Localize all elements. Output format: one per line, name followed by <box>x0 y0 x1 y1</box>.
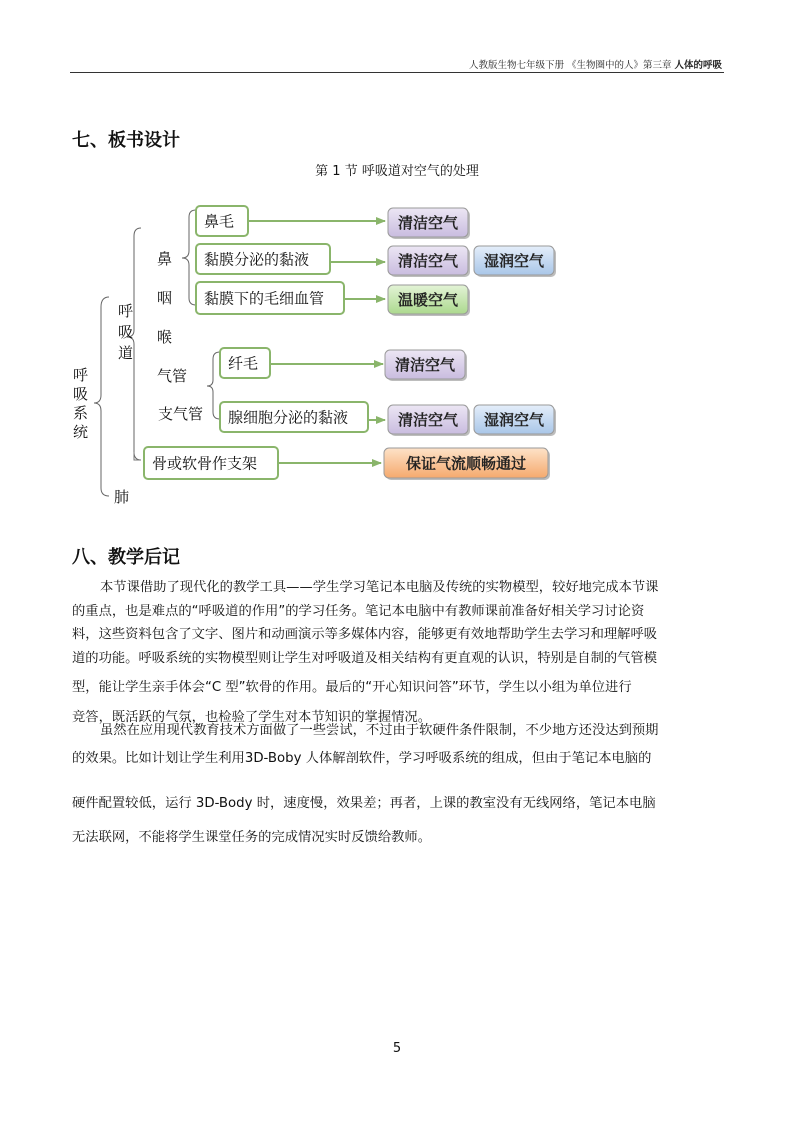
structure-box-gland-mucus <box>220 402 368 432</box>
afterword-paragraph-1 <box>72 576 724 729</box>
label-respiratory-system: 呼吸系统 <box>73 366 89 441</box>
diagram-title: 第 1 节 呼吸道对空气的处理 <box>315 164 479 179</box>
function-clean-air-3-label: 清洁空气 <box>394 356 456 374</box>
structure-box-cilia <box>220 348 270 378</box>
label-trachea: 气管 <box>157 367 188 385</box>
label-bronchi: 支气管 <box>158 405 204 423</box>
structure-label-capillaries: 黏膜下的毛细血管 <box>204 289 325 308</box>
label-larynx: 喉 <box>157 328 173 346</box>
page-number: 5 <box>392 1041 402 1056</box>
p1-line-3: 料，这些资料包含了文字、图片和动画演示等多媒体内容，能够更有效地帮助学生去学习和理解呼吸 <box>72 627 658 642</box>
function-clean-air-3 <box>385 350 467 381</box>
p1-line-4: 道的功能。呼吸系统的实物模型则让学生对呼吸道及相关结构有更直观的认识，特别是自制的气管模 <box>72 650 658 666</box>
p1-line-5: 型，能让学生亲手体会“C 型”软骨的作用。最后的“开心知识问答”环节，学生以小组为单位进行 <box>72 680 632 695</box>
p1-line-2: 的重点，也是难点的“呼吸道的作用”的学习任务。笔记本电脑中有教师课前准备好相关学习讨论资 <box>72 603 645 619</box>
trachea-brace <box>207 352 220 419</box>
function-clean-air-1 <box>388 208 470 239</box>
structure-box-cartilage-support <box>144 447 278 479</box>
p2-line-2: 的效果。比如计划让学生利用3D-Boby 人体解剖软件，学习呼吸系统的组成，但由于笔记本电脑的 <box>72 750 652 766</box>
system-brace <box>94 297 109 496</box>
function-clean-air-4 <box>388 405 470 436</box>
structure-label-cilia: 纤毛 <box>228 354 259 373</box>
label-nose: 鼻 <box>157 250 173 268</box>
afterword-paragraph-2 <box>72 719 724 849</box>
nose-brace <box>182 210 196 305</box>
p1-line-6: 竞答，既活跃的气氛，也检验了学生对本节知识的掌握情况。 <box>72 709 432 725</box>
function-smooth-airflow-label: 保证气流顺畅通过 <box>405 454 527 473</box>
function-warm-air <box>388 285 470 316</box>
p1-line-1: 本节课借助了现代化的教学工具——学生学习笔记本电脑及传统的实物模型，较好地完成本节课 <box>100 580 659 595</box>
structure-label-nose-hair: 鼻毛 <box>204 212 235 231</box>
structure-label-gland-mucus: 腺细胞分泌的黏液 <box>228 408 349 427</box>
function-smooth-airflow <box>384 448 550 480</box>
function-clean-air-1-label: 清洁空气 <box>397 214 459 232</box>
structure-box-nose-hair <box>196 206 248 236</box>
header-chapter-title: 人体的呼吸 <box>674 60 722 71</box>
structure-label-mucus: 黏膜分泌的黏液 <box>204 250 310 269</box>
p2-line-4: 无法联网，不能将学生课堂任务的完成情况实时反馈给教师。 <box>72 829 432 845</box>
function-clean-air-4-label: 清洁空气 <box>397 411 459 429</box>
label-respiratory-tract: 呼吸道 <box>118 302 134 362</box>
function-moisten-air-2-label: 湿润空气 <box>483 411 545 429</box>
structure-box-capillaries <box>196 282 344 314</box>
function-moisten-air-1 <box>474 246 556 277</box>
section-8-heading: 八、教学后记 <box>72 547 180 568</box>
label-pharynx: 咽 <box>157 289 173 307</box>
section-7-heading: 七、板书设计 <box>72 130 180 151</box>
label-lung: 肺 <box>114 488 130 506</box>
p2-line-1: 虽然在应用现代教育技术方面做了一些尝试，不过由于软硬件条件限制，不少地方还没达到预期 <box>100 723 659 738</box>
p2-line-3: 硬件配置较低，运行 3D-Body 时，速度慢，效果差；再者，上课的教室没有无线网络，笔记本电脑 <box>72 796 656 811</box>
structure-label-cartilage-support: 骨或软骨作支架 <box>152 454 258 473</box>
function-warm-air-label: 温暖空气 <box>397 291 459 309</box>
header-book-title: 人教版生物七年级下册 《生物圈中的人》第三章 <box>468 60 675 71</box>
function-moisten-air-2 <box>474 405 556 436</box>
function-clean-air-2 <box>388 246 470 277</box>
function-clean-air-2-label: 清洁空气 <box>397 252 459 270</box>
function-moisten-air-1-label: 湿润空气 <box>483 252 545 270</box>
structure-box-mucus <box>196 244 330 274</box>
